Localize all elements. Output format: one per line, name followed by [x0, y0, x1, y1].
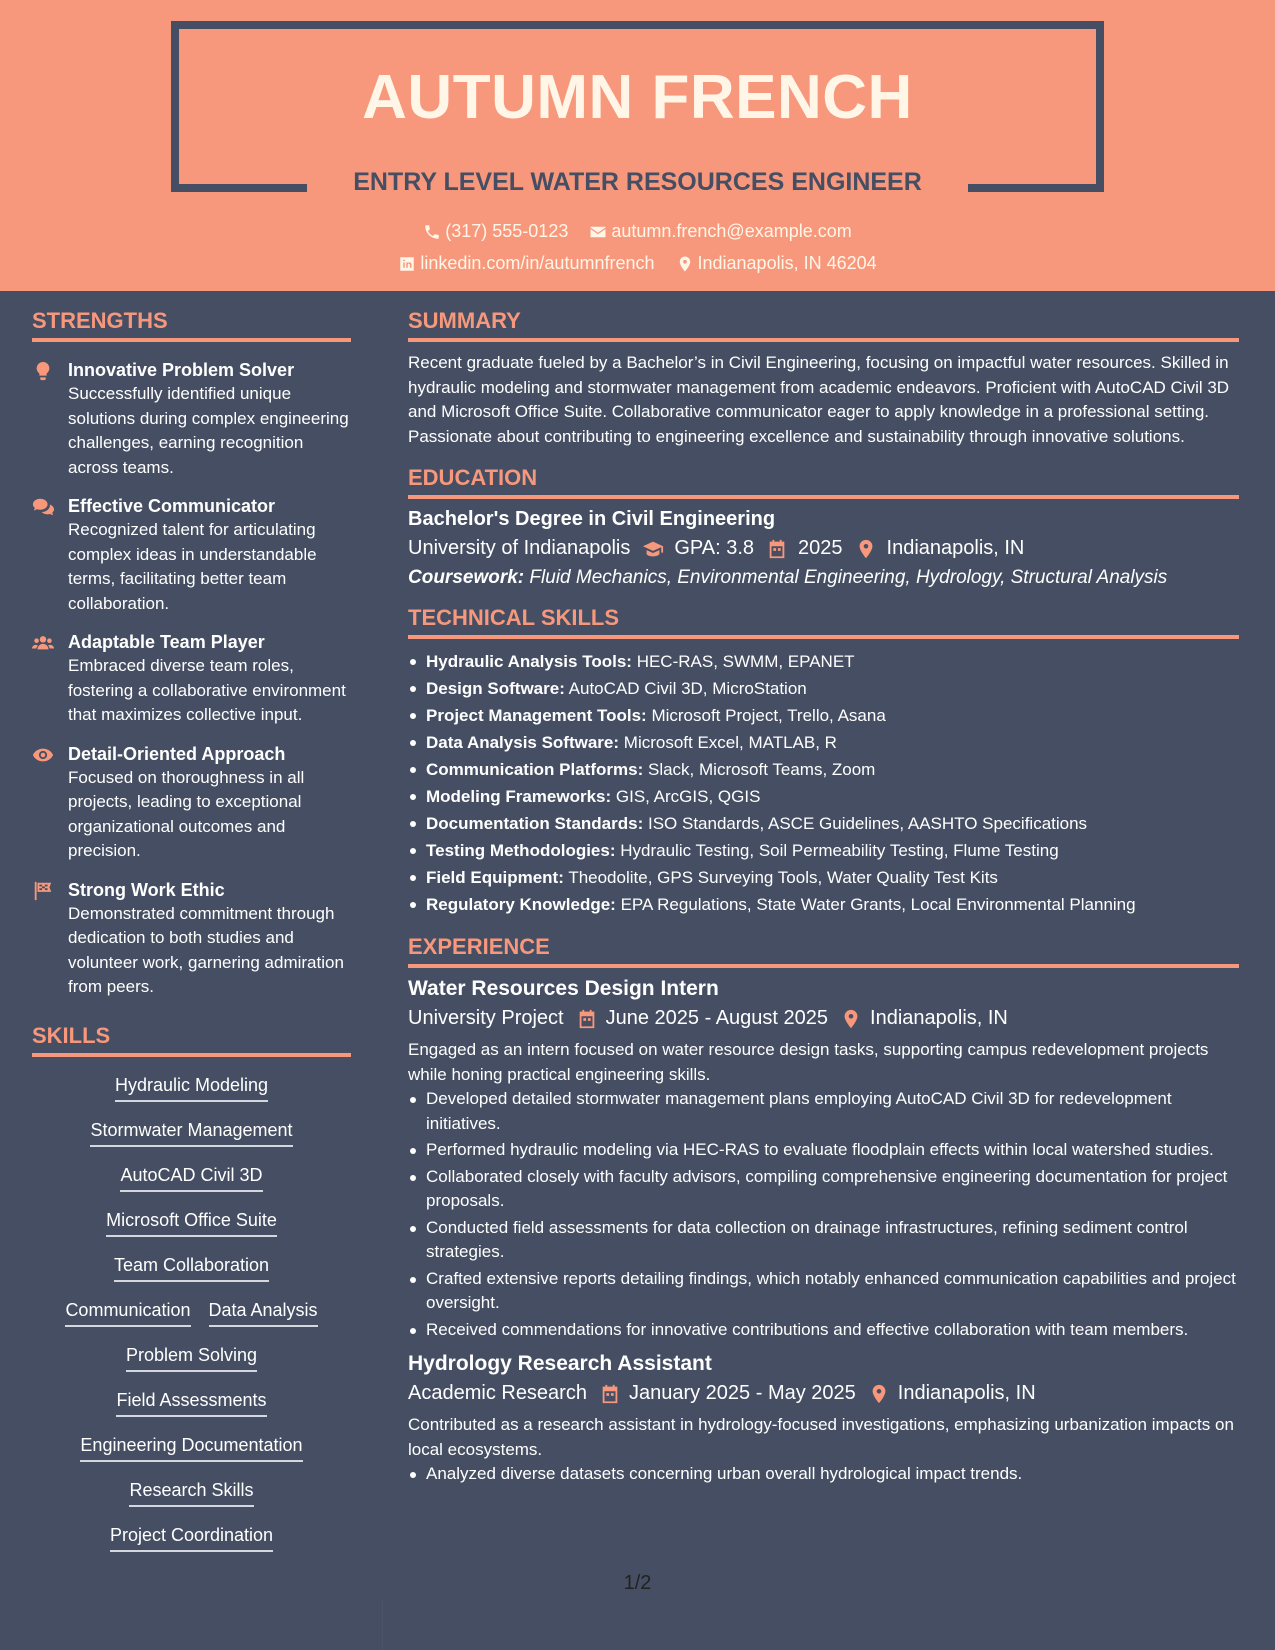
- technical-skills-list: [408, 648, 1239, 918]
- phone-icon: [423, 223, 441, 241]
- tech-skill-value: Theodolite, GPS Surveying Tools, Water Quality Test Kits: [568, 868, 998, 887]
- skill-tag: Communication: [65, 1298, 190, 1327]
- strength-item: [32, 358, 351, 480]
- calendar-icon: [599, 1383, 621, 1405]
- tech-skill-value: HEC-RAS, SWMM, EPANET: [636, 652, 855, 671]
- tech-skill-value: ISO Standards, ASCE Guidelines, AASHTO Specifications: [647, 814, 1088, 833]
- job-title: Hydrology Research Assistant: [408, 1352, 712, 1375]
- tech-skill-label: Project Management Tools:: [426, 706, 647, 725]
- linkedin-text: linkedin.com/in/autumnfrench: [420, 253, 655, 273]
- coursework-label: Coursework:: [408, 567, 525, 588]
- job-details: [408, 1007, 1239, 1030]
- skill-tag: Problem Solving: [126, 1343, 257, 1372]
- tech-skill-label: Data Analysis Software:: [426, 733, 620, 752]
- lightbulb-icon: [32, 360, 54, 382]
- users-icon: [32, 632, 54, 654]
- strength-title: Effective Communicator: [68, 496, 276, 516]
- strength-item: [32, 742, 351, 864]
- job-description: Contributed as a research assistant in hydrology-focused investigations, emphasizing urbanization impacts on local ecosystems.: [408, 1415, 1234, 1459]
- contact-row-1: [0, 221, 1275, 246]
- strength-item: [32, 494, 351, 616]
- tech-skill-item: [408, 864, 1239, 891]
- skill-tag: Team Collaboration: [114, 1253, 269, 1282]
- job-bullet: Developed detailed stormwater management plans employing AutoCAD Civil 3D for redevelopment initiatives.: [408, 1087, 1239, 1136]
- skill-tag: Stormwater Management: [90, 1118, 292, 1147]
- map-marker-icon: [840, 1008, 862, 1030]
- education-title: EDUCATION: [408, 465, 1239, 499]
- strengths-title: STRENGTHS: [32, 308, 351, 342]
- technical-skills-title: TECHNICAL SKILLS: [408, 605, 1239, 639]
- job-location: Indianapolis, IN: [897, 1382, 1036, 1404]
- email-item[interactable]: [589, 221, 851, 242]
- job-org: University Project: [408, 1007, 564, 1029]
- tech-skill-value: GIS, ArcGIS, QGIS: [615, 787, 761, 806]
- tech-skill-item: [408, 891, 1239, 918]
- skill-tag: Hydraulic Modeling: [115, 1073, 268, 1102]
- job-org: Academic Research: [408, 1382, 587, 1404]
- eye-icon: [32, 744, 54, 766]
- flag-checkered-icon: [32, 880, 54, 902]
- comments-icon: [32, 496, 54, 518]
- tech-skill-label: Design Software:: [426, 679, 565, 698]
- email-text: autumn.french@example.com: [611, 221, 852, 241]
- job-bullet: Collaborated closely with faculty advisors, compiling comprehensive engineering documentation for project proposals.: [408, 1165, 1239, 1214]
- tech-skill-item: [408, 675, 1239, 702]
- right-column: [408, 291, 1239, 1489]
- tech-skill-item: [408, 837, 1239, 864]
- job-dates: January 2025 - May 2025: [628, 1382, 856, 1404]
- tech-skill-item: [408, 702, 1239, 729]
- tech-skill-value: Microsoft Excel, MATLAB, R: [623, 733, 837, 752]
- summary-text: Recent graduate fueled by a Bachelor’s in Civil Engineering, focusing on impactful water resources. Skilled in hydraulic modeling and stormwater management from academic endeavors. Proficient with AutoCAD Civil 3D and Microsoft Office Suite. Collaborative communicator eager to apply knowledge in a professional setting. Passionate about contributing to engineering excellence and sustainability through innovative solutions.: [408, 353, 1230, 446]
- strength-desc: Successfully identified unique solutions during complex engineering challenges, earning recognition across teams.: [68, 384, 349, 477]
- job-bullet: Crafted extensive reports detailing findings, which notably enhanced communication capabilities and project oversight.: [408, 1267, 1239, 1316]
- tech-skill-label: Documentation Standards:: [426, 814, 644, 833]
- tech-skill-item: [408, 810, 1239, 837]
- map-marker-icon: [676, 255, 694, 273]
- strength-desc: Demonstrated commitment through dedication to both studies and volunteer work, garnering admiration from peers.: [68, 903, 344, 996]
- job-bullet: Performed hydraulic modeling via HEC-RAS to evaluate floodplain effects within local watershed studies.: [408, 1138, 1239, 1163]
- job-location: Indianapolis, IN: [870, 1007, 1008, 1029]
- skill-tag: Engineering Documentation: [80, 1433, 302, 1462]
- contact-row-2: [0, 253, 1275, 278]
- linkedin-icon: [398, 255, 416, 273]
- school-name: University of Indianapolis: [408, 537, 631, 559]
- calendar-icon: [576, 1008, 598, 1030]
- strength-desc: Recognized talent for articulating complex ideas in understandable terms, facilitating better team collaboration.: [68, 520, 317, 613]
- skills-list: [32, 1057, 351, 1562]
- candidate-name: AUTUMN FRENCH: [362, 63, 913, 132]
- tech-skill-value: EPA Regulations, State Water Grants, Local Environmental Planning: [620, 895, 1136, 914]
- strength-desc: Focused on thoroughness in all projects, leading to exceptional organizational outcomes and precision.: [68, 767, 305, 860]
- tech-skill-item: [408, 729, 1239, 756]
- education-details: [408, 537, 1239, 560]
- job-bullet: Analyzed diverse datasets concerning urban overall hydrological impact trends.: [408, 1462, 1239, 1487]
- tech-skill-label: Testing Methodologies:: [426, 841, 616, 860]
- tech-skill-label: Modeling Frameworks:: [426, 787, 612, 806]
- coursework: [408, 567, 1239, 589]
- job-title: Water Resources Design Intern: [408, 977, 719, 1000]
- job-description: Engaged as an intern focused on water resource design tasks, supporting campus redevelopment projects while honing practical engineering skills.: [408, 1040, 1209, 1084]
- phone-text: (317) 555-0123: [445, 221, 569, 241]
- job-bullets: [408, 1462, 1239, 1487]
- left-column: [32, 291, 351, 1562]
- location-text: Indianapolis, IN 46204: [697, 253, 877, 273]
- skill-tag: Field Assessments: [116, 1388, 266, 1417]
- candidate-role: ENTRY LEVEL WATER RESOURCES ENGINEER: [353, 168, 922, 196]
- skill-tag: Project Coordination: [110, 1523, 273, 1552]
- job-dates: June 2025 - August 2025: [605, 1007, 829, 1029]
- map-marker-icon: [868, 1383, 890, 1405]
- job-details: [408, 1382, 1239, 1405]
- strength-title: Detail-Oriented Approach: [68, 743, 286, 764]
- job-bullet: Received commendations for innovative contributions and effective collaboration with team members.: [408, 1318, 1239, 1343]
- experience-title: EXPERIENCE: [408, 934, 1239, 968]
- column-divider: [382, 1600, 383, 1650]
- phone-item[interactable]: [423, 221, 568, 242]
- school-location: Indianapolis, IN: [886, 537, 1025, 559]
- location-item: [676, 253, 877, 274]
- calendar-icon: [766, 538, 788, 560]
- skills-title: SKILLS: [32, 1023, 351, 1057]
- strength-item: [32, 630, 351, 728]
- summary-title: SUMMARY: [408, 308, 1239, 342]
- tech-skill-label: Field Equipment:: [426, 868, 564, 887]
- tech-skill-value: Slack, Microsoft Teams, Zoom: [647, 760, 876, 779]
- tech-skill-label: Communication Platforms:: [426, 760, 644, 779]
- tech-skill-value: AutoCAD Civil 3D, MicroStation: [568, 679, 807, 698]
- tech-skill-item: [408, 783, 1239, 810]
- degree-name: Bachelor's Degree in Civil Engineering: [408, 508, 776, 530]
- strength-title: Adaptable Team Player: [68, 632, 265, 652]
- tech-skill-label: Hydraulic Analysis Tools:: [426, 652, 632, 671]
- page-number: 1/2: [623, 1572, 652, 1594]
- strength-title: Innovative Problem Solver: [68, 360, 295, 380]
- graduation-cap-icon: [642, 538, 664, 560]
- coursework-list: Fluid Mechanics, Environmental Engineering, Hydrology, Structural Analysis: [529, 567, 1168, 588]
- strength-title: Strong Work Ethic: [68, 879, 225, 900]
- skill-tag: Research Skills: [129, 1478, 253, 1507]
- tech-skill-value: Hydraulic Testing, Soil Permeability Testing, Flume Testing: [620, 841, 1059, 860]
- gpa-text: GPA: 3.8: [674, 537, 755, 559]
- strength-item: [32, 878, 351, 1000]
- graduation-year: 2025: [798, 537, 843, 559]
- tech-skill-value: Microsoft Project, Trello, Asana: [651, 706, 886, 725]
- job-bullet: Conducted field assessments for data collection on drainage infrastructures, refining sediment control strategies.: [408, 1216, 1239, 1265]
- resume-header: [0, 0, 1275, 291]
- skill-tag: AutoCAD Civil 3D: [120, 1163, 262, 1192]
- job-bullets: [408, 1087, 1239, 1342]
- linkedin-item[interactable]: [398, 253, 654, 274]
- tech-skill-item: [408, 756, 1239, 783]
- map-marker-icon: [855, 538, 877, 560]
- skill-tag: Microsoft Office Suite: [106, 1208, 277, 1237]
- tech-skill-item: [408, 648, 1239, 675]
- skill-tag: Data Analysis: [209, 1298, 318, 1327]
- envelope-icon: [589, 223, 607, 241]
- tech-skill-label: Regulatory Knowledge:: [426, 895, 616, 914]
- strength-desc: Embraced diverse team roles, fostering a collaborative environment that maximizes collective input.: [68, 656, 346, 724]
